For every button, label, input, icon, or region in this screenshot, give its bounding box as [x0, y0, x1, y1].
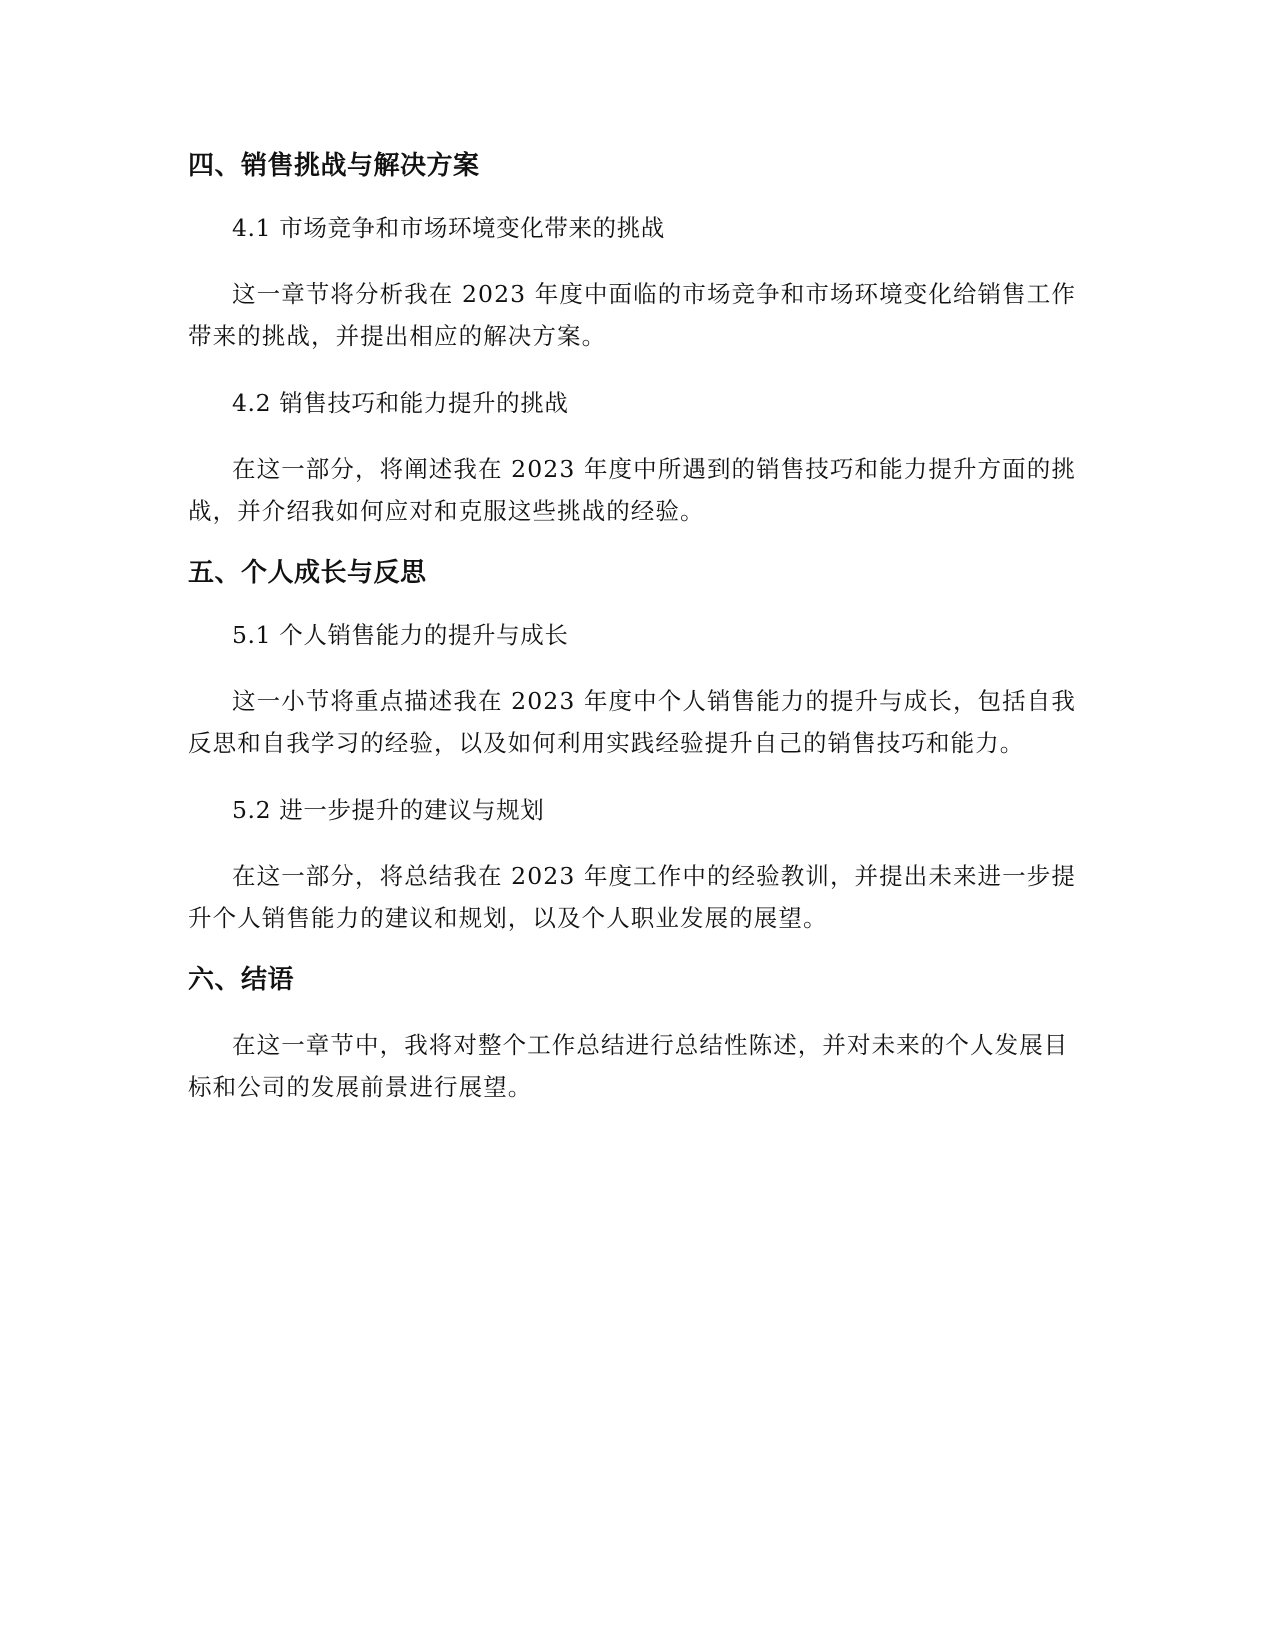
section-heading-5: 五、个人成长与反思	[188, 558, 427, 588]
subsection-heading-4-1: 4.1 市场竞争和市场环境变化带来的挑战	[232, 214, 665, 242]
paragraph-5-1: 这一小节将重点描述我在 2023 年度中个人销售能力的提升与成长，包括自我反思和自我学习的经验，以及如何利用实践经验提升自己的销售技巧和能力。	[188, 687, 1076, 757]
document-content	[188, 146, 1084, 1108]
subsection-heading-4-2: 4.2 销售技巧和能力提升的挑战	[232, 389, 569, 417]
section-heading-6: 六、结语	[188, 965, 295, 995]
paragraph-5-2: 在这一部分，将总结我在 2023 年度工作中的经验教训，并提出未来进一步提升个人销售能力的建议和规划，以及个人职业发展的展望。	[188, 862, 1076, 932]
paragraph-4-2: 在这一部分，将阐述我在 2023 年度中所遇到的销售技巧和能力提升方面的挑战，并介绍我如何应对和克服这些挑战的经验。	[188, 455, 1076, 525]
section-heading-4: 四、销售挑战与解决方案	[188, 151, 480, 181]
subsection-heading-5-2: 5.2 进一步提升的建议与规划	[232, 796, 545, 824]
subsection-heading-5-1: 5.1 个人销售能力的提升与成长	[232, 621, 569, 649]
paragraph-4-1: 这一章节将分析我在 2023 年度中面临的市场竞争和市场环境变化给销售工作带来的挑战，并提出相应的解决方案。	[188, 280, 1076, 350]
paragraph-6: 在这一章节中，我将对整个工作总结进行总结性陈述，并对未来的个人发展目标和公司的发展前景进行展望。	[188, 1031, 1069, 1101]
